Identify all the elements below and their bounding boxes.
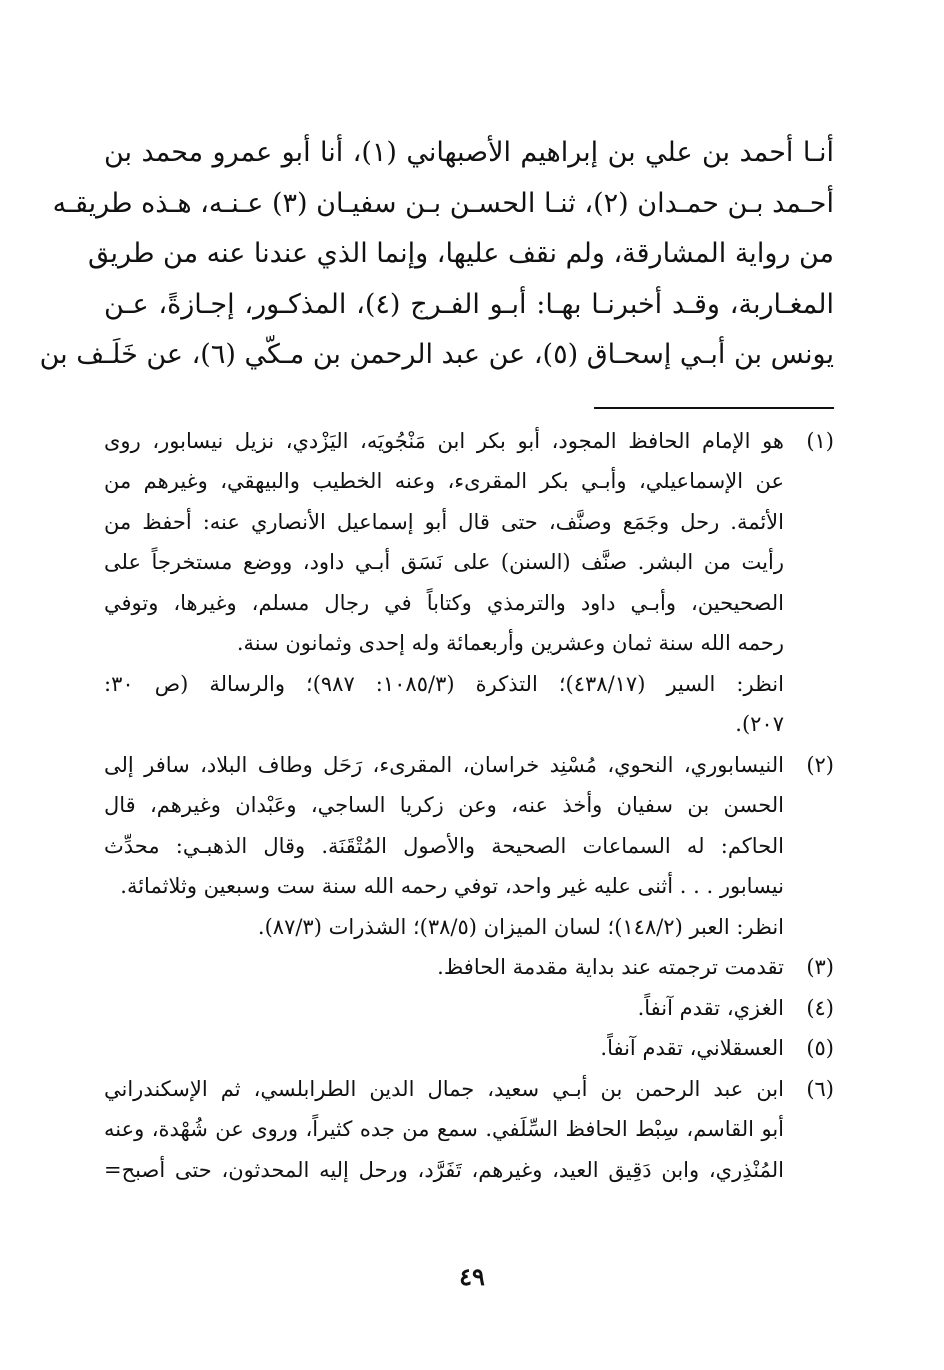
footnote-line: الصحيحين، وأبـي داود والترمذي وكتاباً في رجال مسلم، وغيرها، وتوفي xyxy=(104,590,784,615)
footnote-line: تقدمت ترجمته عند بداية مقدمة الحافظ. xyxy=(437,955,784,979)
footnote-body xyxy=(104,1028,784,1069)
footnote-line: الحسن بن سفيان وأخذ عنه، وعن زكريا الساجي، وعَبْدان وغيرهم، قال xyxy=(104,793,784,817)
footnote-number: (٣) xyxy=(806,955,834,979)
footnote-1 xyxy=(104,421,834,745)
footnote-body xyxy=(104,988,784,1029)
footnote-line: رأيت من البشر. صنَّف (السنن) على نَسَق أبـي داود، ووضع مستخرجاً على xyxy=(104,550,784,574)
footnote-separator xyxy=(594,407,834,409)
footnote-body xyxy=(104,1069,784,1191)
footnote-body xyxy=(104,745,784,948)
footnote-body xyxy=(104,947,784,988)
footnote-line: العسقلاني، تقدم آنفاً. xyxy=(600,1036,784,1060)
footnote-number: (٥) xyxy=(806,1036,834,1060)
footnote-line: الغزي، تقدم آنفاً. xyxy=(637,995,784,1020)
footnote-line: نيسابور . . . أثنى عليه غير واحد، توفي رحمه الله سنة ست وسبعين وثلاثمائة. xyxy=(120,874,784,898)
main-text-line: من رواية المشارقة، ولم نقف عليها، وإنما الذي عندنا عنه من طريق xyxy=(88,238,834,269)
book-page xyxy=(39,128,834,1308)
footnote-line: الحاكم: له السماعات الصحيحة والأصول المُتْقَنَة. وقال الذهبـي: محدِّث xyxy=(104,833,784,858)
footnote-line: أبو القاسم، سِبْط الحافظ السِّلَفي. سمع من جده كثيراً، وروى عن شُهْدة، وعنه xyxy=(104,1117,784,1141)
footnote-line: رحمه الله سنة ثمان وعشرين وأربعمائة وله إحدى وثمانون سنة. xyxy=(236,631,784,655)
footnote-number: (٦) xyxy=(806,1076,834,1101)
main-text-line: المغـاربة، وقـد أخبرنـا بهـا: أبـو الفـرج (٤)، المذكـور، إجـازةً، عـن xyxy=(104,288,834,320)
footnote-line: انظر: السير (٤٣٨/١٧)؛ التذكرة (١٠٨٥/٣: ٩٨٧)؛ والرسالة (ص ٣٠: xyxy=(104,671,784,696)
main-text-line: أنـا أحمد بن علي بن إبراهيم الأصبهاني (١)، أنا أبو عمرو محمد بن xyxy=(104,137,834,168)
footnote-4 xyxy=(104,988,834,1029)
footnote-number: (١) xyxy=(806,428,834,453)
footnote-line: ٢٠٧). xyxy=(735,712,784,736)
page-number: ٤٩ xyxy=(459,1262,485,1291)
main-text xyxy=(39,128,834,381)
footnote-number: (٢) xyxy=(806,752,834,777)
footnotes xyxy=(104,421,834,1191)
footnote-line: هو الإمام الحافظ المجود، أبو بكر ابن مَنْجُويَه، اليَزْدي، نزيل نيسابور، روى xyxy=(104,428,784,453)
footnote-2 xyxy=(104,745,834,948)
footnote-5 xyxy=(104,1028,834,1069)
main-text-line: يونس بن أبـي إسحـاق (٥)، عن عبد الرحمن بن مـكّي (٦)، عن خَلَـف بن xyxy=(39,339,834,370)
footnote-line: انظر: العبر (١٤٨/٢)؛ لسان الميزان (٣٨/٥)؛ الشذرات (٨٧/٣). xyxy=(257,914,784,939)
footnote-line: المُنْذِري، وابن دَقِيق العيد، وغيرهم، تَفَرَّد، ورحل إليه المحدثون، حتى أصبح= xyxy=(104,1157,784,1182)
footnote-line: ابن عبد الرحمن بن أبـي سعيد، جمال الدين الطرابلسي، ثم الإسكندراني xyxy=(104,1076,784,1101)
footnote-number: (٤) xyxy=(806,995,834,1020)
footnote-6 xyxy=(104,1069,834,1191)
footnote-line: الأئمة. رحل وجَمَع وصنَّف، حتى قال أبو إسماعيل الأنصاري عنه: أحفظ من xyxy=(104,509,784,534)
footnote-line: عن الإسماعيلي، وأبـي بكر المقرىء، وعنه الخطيب والبيهقي، وغيرهم من xyxy=(104,469,784,493)
footnote-3 xyxy=(104,947,834,988)
main-text-line: أحـمد بـن حمـدان (٢)، ثنـا الحسـن بـن سفيـان (٣) عـنـه، هـذه طريقـه xyxy=(52,187,834,219)
footnote-body xyxy=(104,421,784,745)
footnote-line: النيسابوري، النحوي، مُسْنِد خراسان، المقرىء، رَحَل وطاف البلاد، سافر إلى xyxy=(104,752,784,777)
